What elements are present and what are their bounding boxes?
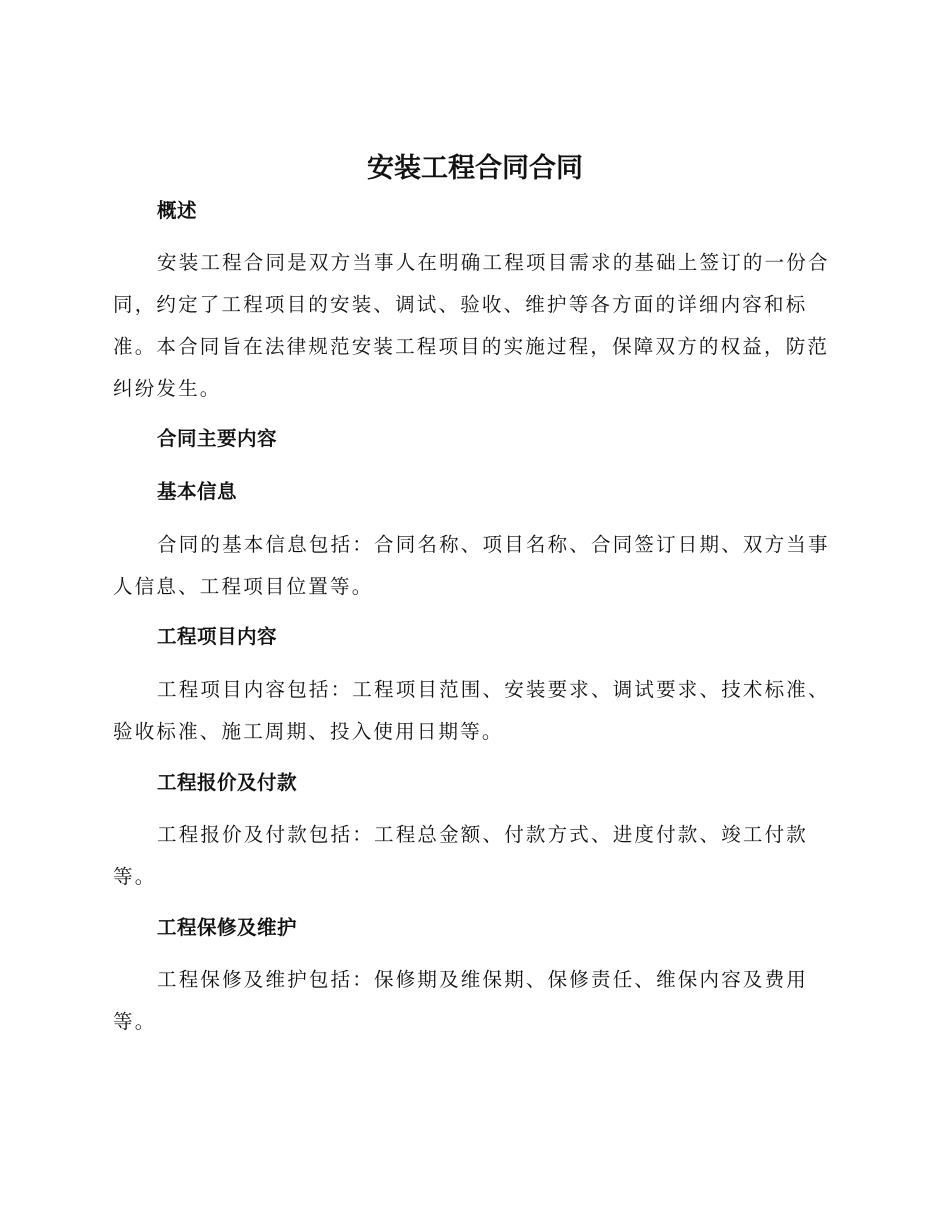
section-heading-basic-info: 基本信息 xyxy=(157,480,238,503)
paragraph-line: 等。 xyxy=(113,1010,157,1033)
section-heading-warranty-maintenance: 工程保修及维护 xyxy=(157,916,298,939)
paragraph-line: 工程项目内容包括：工程项目范围、安装要求、调试要求、技术标准、 xyxy=(157,678,830,701)
paragraph-line: 同，约定了工程项目的安装、调试、验收、维护等各方面的详细内容和标 xyxy=(113,293,808,316)
paragraph-line: 工程报价及付款包括：工程总金额、付款方式、进度付款、竣工付款 xyxy=(157,823,809,846)
section-paragraph-project-content xyxy=(113,669,833,753)
section-heading-main-content: 合同主要内容 xyxy=(157,427,278,450)
section-paragraph-overview xyxy=(113,242,833,410)
paragraph-line: 纠纷发生。 xyxy=(113,377,222,400)
section-heading-overview: 概述 xyxy=(157,199,198,222)
document-title: 安装工程合同合同 xyxy=(367,153,583,184)
paragraph-line: 合同的基本信息包括：合同名称、项目名称、合同签订日期、双方当事 xyxy=(157,533,830,556)
paragraph-line: 准。本合同旨在法律规范安装工程项目的实施过程，保障双方的权益，防范 xyxy=(113,335,830,358)
section-heading-pricing-payment: 工程报价及付款 xyxy=(157,771,298,794)
paragraph-line: 工程保修及维护包括：保修期及维保期、保修责任、维保内容及费用 xyxy=(157,968,809,991)
paragraph-line: 人信息、工程项目位置等。 xyxy=(113,575,374,598)
paragraph-line: 验收标准、施工周期、投入使用日期等。 xyxy=(113,720,504,743)
section-heading-project-content: 工程项目内容 xyxy=(157,625,278,648)
paragraph-line: 安装工程合同是双方当事人在明确工程项目需求的基础上签订的一份合 xyxy=(157,251,830,274)
section-paragraph-pricing-payment xyxy=(113,814,833,898)
paragraph-line: 等。 xyxy=(113,865,157,888)
section-paragraph-warranty-maintenance xyxy=(113,959,833,1043)
section-paragraph-basic-info xyxy=(113,524,833,608)
